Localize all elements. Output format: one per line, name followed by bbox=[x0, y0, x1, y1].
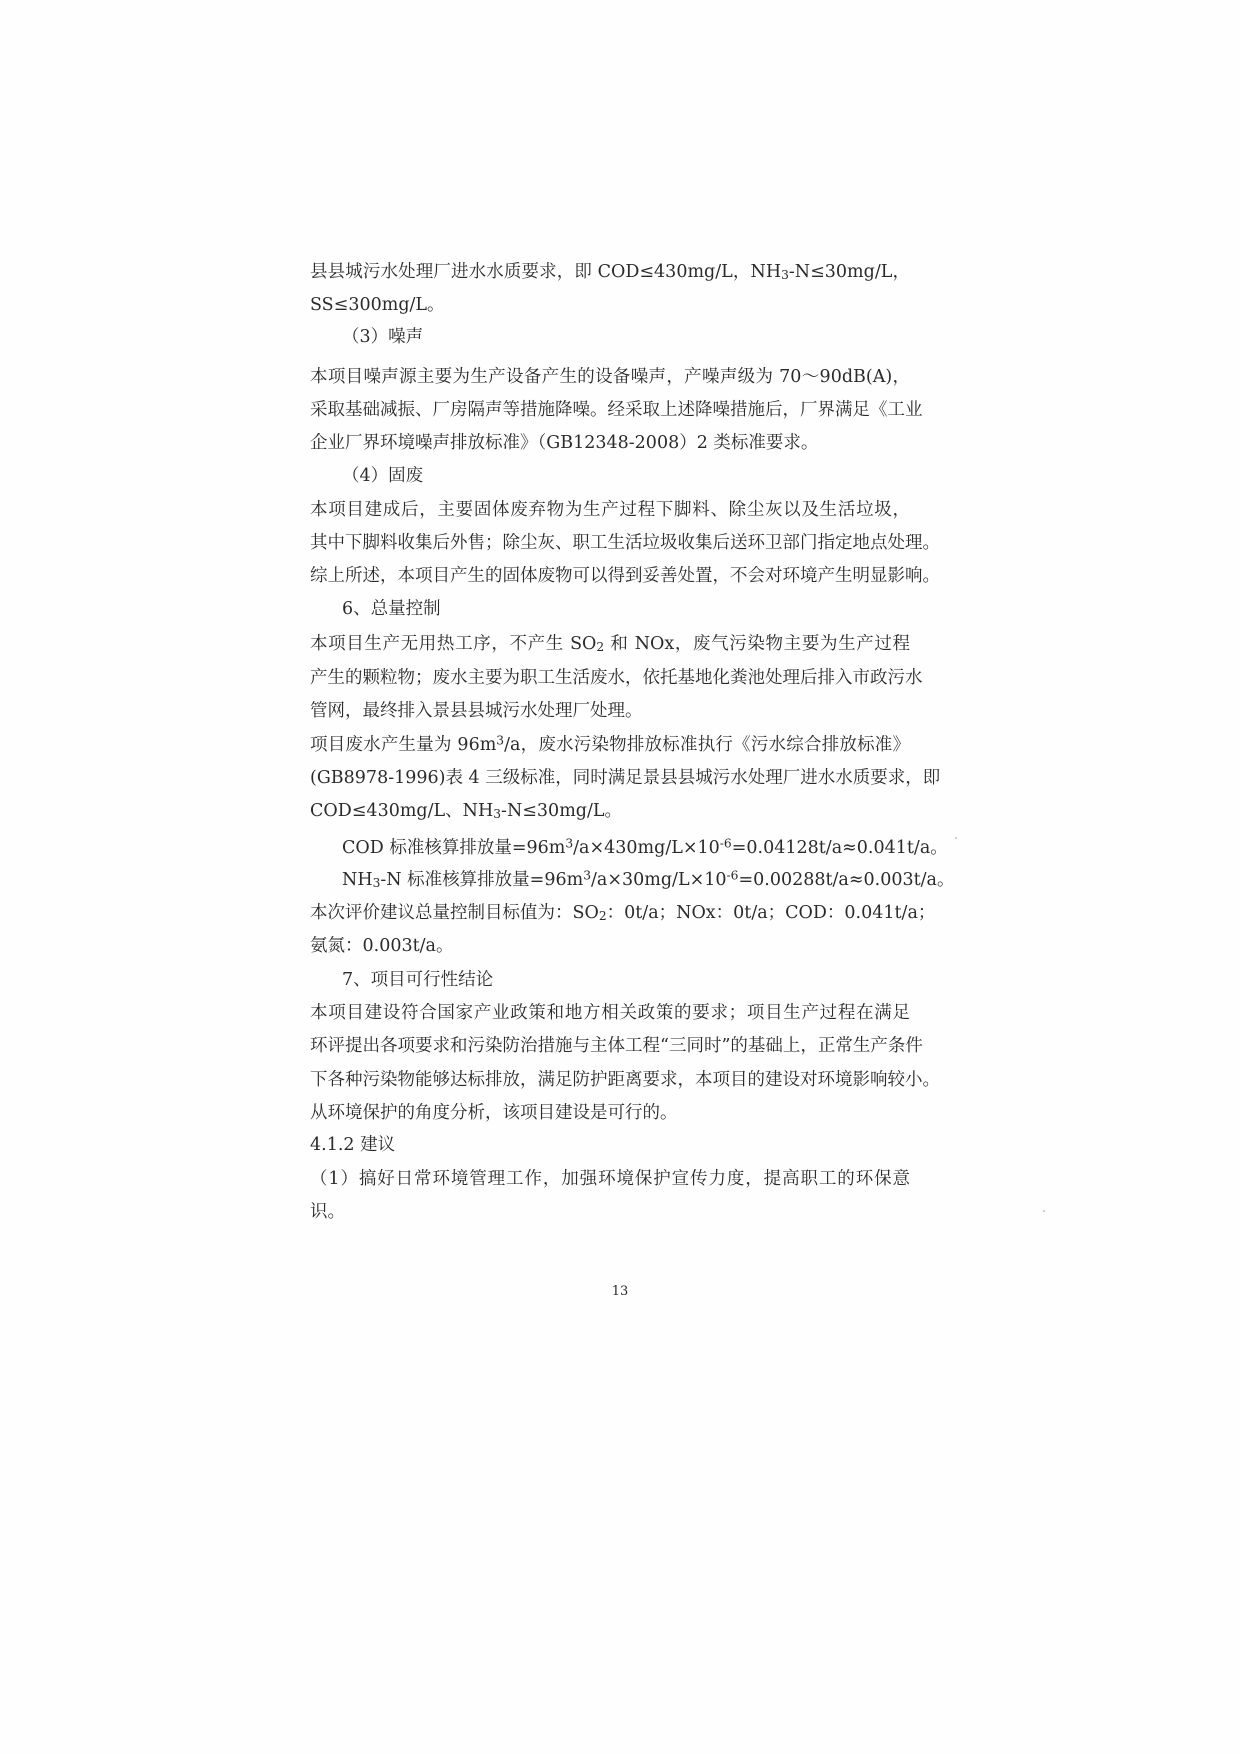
text-line: 管网，最终排入景县县城污水处理厂处理。 bbox=[310, 701, 643, 721]
text-line: 本项目建设符合国家产业政策和地方相关政策的要求；项目生产过程在满足 bbox=[310, 1003, 910, 1023]
section-heading-feasibility: 7、项目可行性结论 bbox=[342, 970, 494, 990]
text-line: 本次评价建议总量控制目标值为：SO2：0t/a；NOx：0t/a；COD：0.041t/a； bbox=[310, 903, 936, 923]
text-line: （1）搞好日常环境管理工作，加强环境保护宣传力度，提高职工的环保意 bbox=[310, 1169, 910, 1189]
text-line: 县县城污水处理厂进水水质要求，即 COD≤430mg/L，NH3-N≤30mg/L， bbox=[310, 262, 910, 282]
text-line: 氨氮：0.003t/a。 bbox=[310, 936, 454, 956]
text-line: SS≤300mg/L。 bbox=[310, 295, 445, 315]
text-line: 识。 bbox=[310, 1202, 345, 1222]
text-line: 本项目建成后，主要固体废弃物为生产过程下脚料、除尘灰以及生活垃圾， bbox=[310, 500, 910, 520]
text-line: 企业厂界环境噪声排放标准》（GB12348-2008）2 类标准要求。 bbox=[310, 433, 819, 453]
subheading-solid-waste: （4）固废 bbox=[342, 466, 424, 486]
text-line: 从环境保护的角度分析，该项目建设是可行的。 bbox=[310, 1103, 678, 1123]
text-line: (GB8978-1996)表 4 三级标准，同时满足景县县城污水处理厂进水水质要求，即 bbox=[310, 768, 941, 788]
text-line: 综上所述，本项目产生的固体废物可以得到妥善处置，不会对环境产生明显影响。 bbox=[310, 566, 940, 586]
text-line: 下各种污染物能够达标排放，满足防护距离要求，本项目的建设对环境影响较小。 bbox=[310, 1070, 940, 1090]
scan-speck bbox=[955, 837, 957, 839]
text-line: 项目废水产生量为 $96m^3/a$，废水污染物排放标准执行《污水综合排放标准》 bbox=[310, 733, 910, 755]
section-heading-suggestions: 4.1.2 建议 bbox=[310, 1135, 396, 1155]
text-line: COD≤430mg/L、NH3-N≤30mg/L。 bbox=[310, 801, 623, 821]
subheading-noise: （3）噪声 bbox=[342, 327, 424, 347]
text-line: 采取基础减振、厂房隔声等措施降噪。经采取上述降噪措施后，厂界满足《工业 bbox=[310, 400, 923, 420]
text-line: 本项目噪声源主要为生产设备产生的设备噪声，产噪声级为 70～90dB(A)， bbox=[310, 367, 910, 387]
section-heading-total-control: 6、总量控制 bbox=[342, 599, 441, 619]
text-line: 本项目生产无用热工序，不产生 SO2 和 NOx，废气污染物主要为生产过程 bbox=[310, 634, 910, 654]
text-line: 其中下脚料收集后外售；除尘灰、职工生活垃圾收集后送环卫部门指定地点处理。 bbox=[310, 533, 940, 553]
scan-speck bbox=[1043, 1210, 1045, 1212]
formula-line: COD 标准核算排放量$=96m^3/a\times 430mg/L\times 10^{-6}=0.04128t/a\approx 0.041t/a$。 bbox=[342, 836, 948, 858]
text-line: 产生的颗粒物；废水主要为职工生活废水，依托基地化粪池处理后排入市政污水 bbox=[310, 668, 923, 688]
page-number: 13 bbox=[611, 1284, 629, 1299]
formula-line: NH3-N 标准核算排放量$=96m^3/a\times 30mg/L\times 10^{-6}=0.00288t/a\approx 0.003t/a$。 bbox=[342, 868, 955, 890]
text-line: 环评提出各项要求和污染防治措施与主体工程“三同时”的基础上，正常生产条件 bbox=[310, 1036, 923, 1056]
